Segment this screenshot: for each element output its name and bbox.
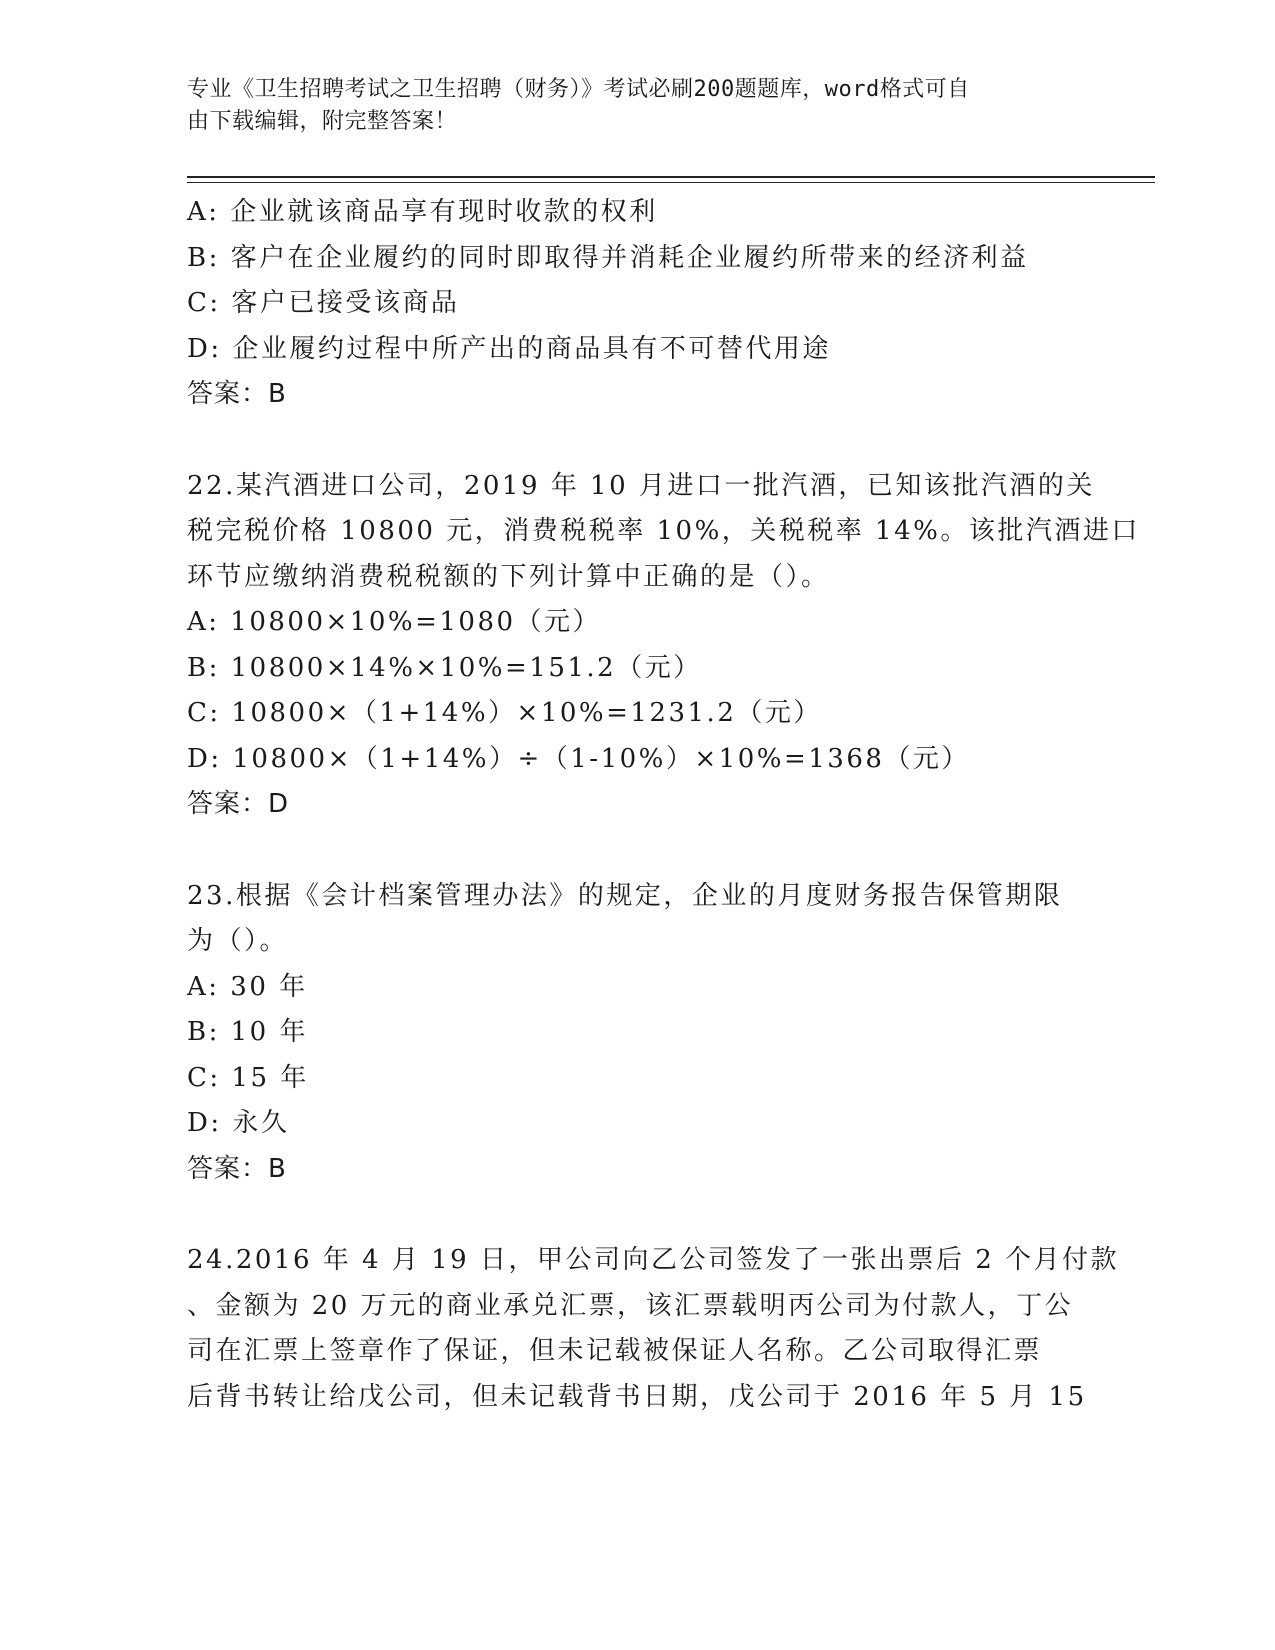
document-body	[187, 190, 1140, 1420]
question-stem-line: 23.根据《会计档案管理办法》的规定，企业的月度财务报告保管期限	[187, 880, 1063, 911]
option-c: C: 客户已接受该商品	[187, 288, 460, 318]
question-stem-line: 、金额为 20 万元的商业承兑汇票，该汇票载明丙公司为付款人，丁公	[187, 1290, 1074, 1321]
option-a: A: 企业就该商品享有现时收款的权利	[187, 197, 658, 227]
question-stem-line: 为（）。	[187, 926, 289, 956]
question-stem-line: 环节应缴纳消费税税额的下列计算中正确的是（）。	[187, 561, 830, 592]
option-b: B: 10 年	[187, 1017, 308, 1047]
answer: 答案：B	[187, 1153, 287, 1184]
question-stem-line: 22.某汽酒进口公司，2019 年 10 月进口一批汽酒，已知该批汽酒的关	[187, 470, 1095, 501]
option-a: A: 30 年	[187, 971, 308, 1002]
option-b: B: 客户在企业履约的同时即取得并消耗企业履约所带来的经济利益	[187, 242, 1029, 273]
question-stem-line: 后背书转让给戊公司，但未记载背书日期，戊公司于 2016 年 5 月 15	[187, 1381, 1087, 1412]
option-d: D: 永久	[187, 1108, 290, 1138]
option-a: A: 10800×10%=1080（元）	[187, 607, 602, 637]
question-stem-line: 司在汇票上签章作了保证，但未记载被保证人名称。乙公司取得汇票	[187, 1336, 1043, 1366]
header-line-1: 专业《卫生招聘考试之卫生招聘（财务）》考试必刷200题题库，word格式可自	[187, 77, 970, 102]
option-d: D: 10800×（1+14%）÷（1-10%）×10%=1368（元）	[187, 743, 970, 774]
question-stem-line: 税完税价格 10800 元，消费税税率 10%，关税税率 14%。该批汽酒进口	[187, 516, 1140, 546]
answer: 答案：B	[187, 379, 287, 409]
header-line-2: 由下载编辑，附完整答案！	[187, 109, 458, 134]
header-divider-thin	[187, 182, 1155, 183]
option-d: D: 企业履约过程中所产出的商品具有不可替代用途	[187, 333, 831, 364]
option-c: C: 10800×（1+14%）×10%=1231.2（元）	[187, 698, 822, 728]
answer: 答案：D	[187, 789, 290, 819]
question-23	[187, 874, 1087, 1193]
question-stem-line: 24.2016 年 4 月 19 日，甲公司向乙公司签发了一张出票后 2 个月付款	[187, 1245, 1120, 1275]
header-divider-thick	[187, 176, 1155, 178]
question-21	[187, 190, 1087, 418]
question-22	[187, 464, 1140, 828]
option-b: B: 10800×14%×10%=151.2（元）	[187, 652, 702, 683]
document-header	[187, 74, 1067, 138]
option-c: C: 15 年	[187, 1062, 309, 1093]
question-24	[187, 1238, 1120, 1420]
